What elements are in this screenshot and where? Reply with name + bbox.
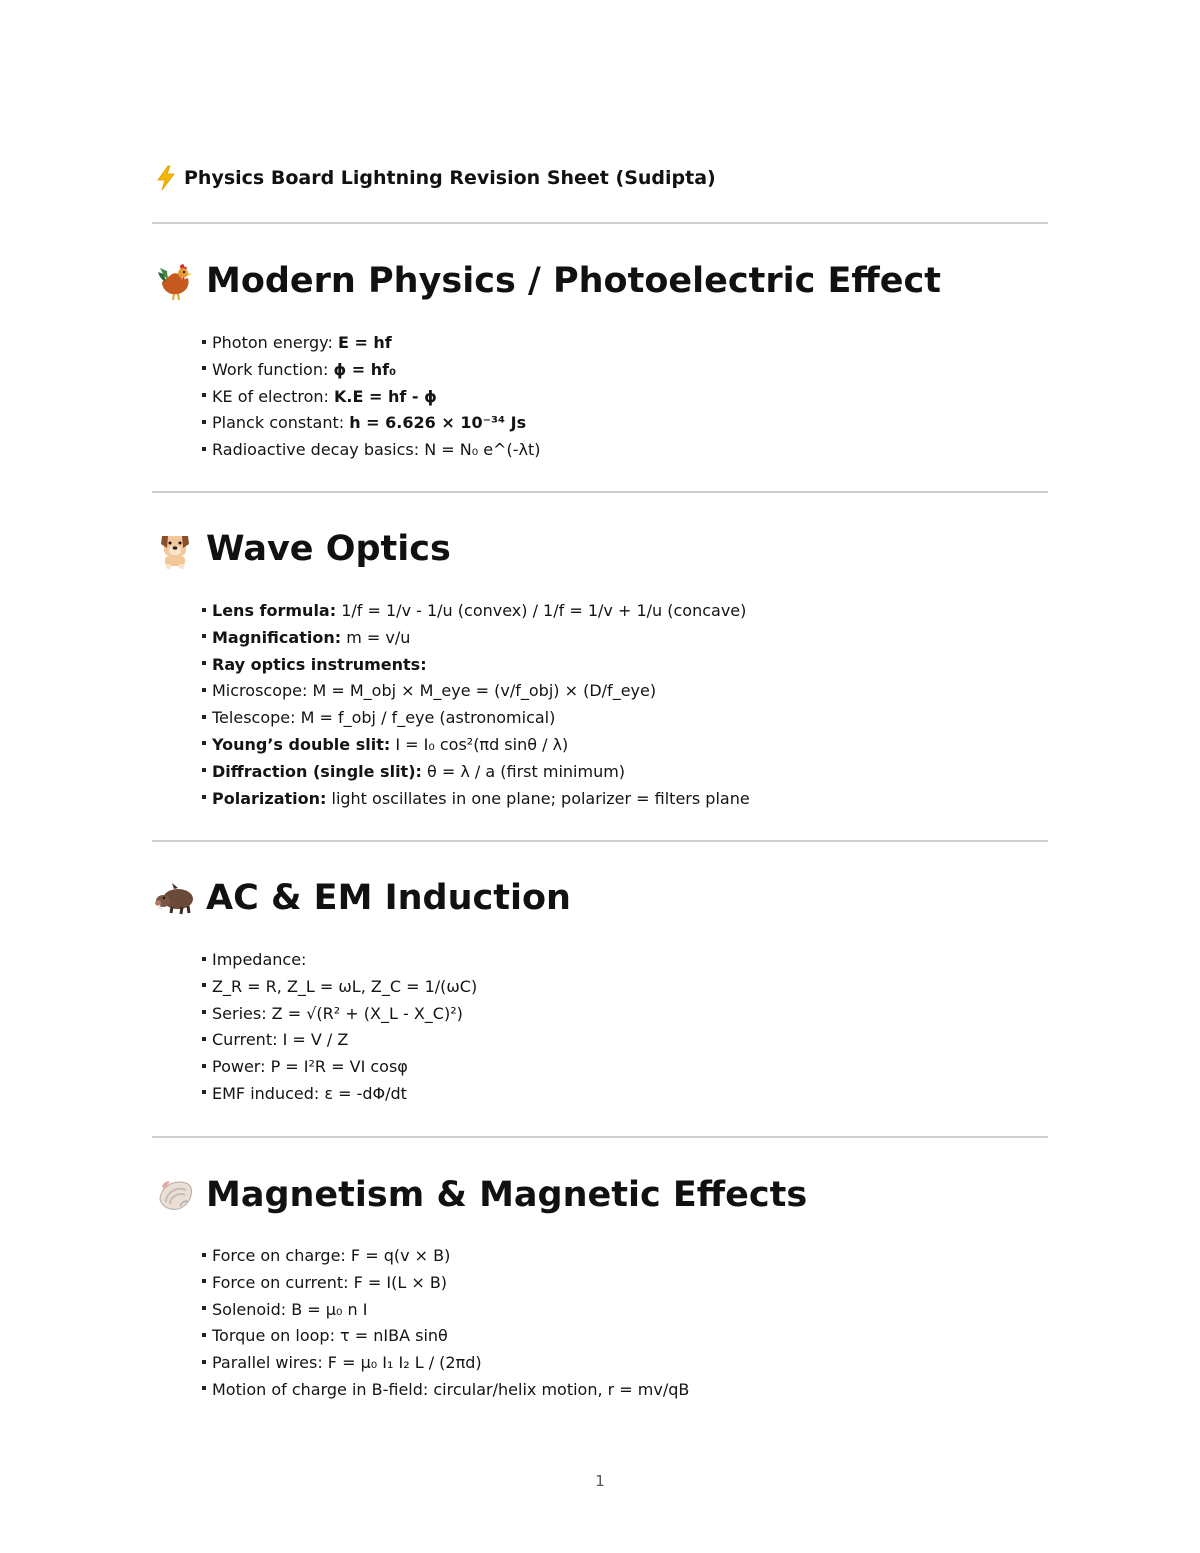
list-item — [202, 1081, 477, 1108]
page-title-text: Physics Board Lightning Revision Sheet (Sudipta) — [184, 167, 716, 189]
section-heading — [154, 526, 451, 572]
divider — [152, 222, 1048, 224]
item-text: θ = λ / a (first minimum) — [421, 761, 626, 781]
bullet-icon — [202, 983, 206, 987]
item-text: Series: Z = √(R² + (X_L - X_C)²) — [212, 1003, 463, 1023]
list-item — [202, 1377, 689, 1404]
divider — [152, 1136, 1048, 1138]
bold-term: Lens formula: — [212, 601, 337, 620]
item-text: Force on charge: F = q(v × B) — [212, 1246, 451, 1265]
bullet-icon — [202, 340, 206, 344]
dog-icon — [154, 528, 196, 570]
bullet-icon — [202, 715, 206, 719]
bullet-icon — [202, 661, 206, 665]
list-item — [202, 947, 477, 974]
boar-icon — [154, 877, 196, 919]
bullet-icon — [202, 447, 206, 451]
item-text: I = I₀ cos²(πd sinθ / λ) — [390, 734, 569, 754]
item-text: Motion of charge in B-field: circular/helix motion, r = mv/qB — [212, 1379, 690, 1399]
list-item — [202, 1243, 689, 1270]
section-heading-text: Magnetism & Magnetic Effects — [206, 1175, 808, 1215]
bold-term: Polarization: — [212, 788, 327, 808]
bullet-icon — [202, 1253, 206, 1257]
bullet-icon — [202, 366, 206, 370]
list-item — [202, 786, 750, 813]
list-item — [202, 732, 750, 759]
list-item — [202, 330, 540, 357]
bullet-icon — [202, 1064, 206, 1068]
bullet-icon — [202, 957, 206, 961]
list-item — [202, 1350, 689, 1377]
section-heading-text: AC & EM Induction — [206, 878, 571, 918]
item-text: Impedance: — [212, 950, 307, 969]
item-text: Radioactive decay basics: N = N₀ e^(-λt) — [212, 440, 541, 460]
bullet-icon — [202, 608, 206, 612]
page-title — [154, 164, 716, 192]
list-item — [202, 625, 750, 652]
bold-term: Diffraction (single slit): — [212, 761, 422, 781]
item-text: Solenoid: B = μ₀ n I — [212, 1299, 368, 1319]
bullet-icon — [202, 1386, 206, 1390]
bullet-icon — [202, 1037, 206, 1041]
bold-term: h = 6.626 × 10⁻³⁴ Js — [349, 413, 527, 433]
bullet-icon — [202, 1306, 206, 1310]
bullet-list — [202, 598, 750, 812]
list-item — [202, 598, 750, 625]
item-text: Planck constant: — [212, 413, 350, 433]
bold-term: Young’s double slit: — [212, 734, 391, 754]
divider — [152, 491, 1048, 493]
shell-icon — [154, 1174, 196, 1216]
item-text: Telescope: M = f_obj / f_eye (astronomical) — [212, 708, 556, 728]
list-item — [202, 974, 477, 1001]
list-item — [202, 678, 750, 705]
bullet-icon — [202, 1360, 206, 1364]
item-text: Power: P = I²R = VI cosφ — [212, 1057, 408, 1077]
item-text: Current: I = V / Z — [212, 1030, 349, 1050]
item-text: Photon energy: — [212, 333, 338, 352]
list-item — [202, 437, 540, 464]
bullet-icon — [202, 1090, 206, 1094]
list-item — [202, 652, 750, 679]
list-item — [202, 1297, 689, 1324]
item-text: KE of electron: — [212, 386, 335, 406]
item-text: Microscope: M = M_obj × M_eye = (v/f_obj) × (D/f_eye) — [212, 681, 657, 701]
bullet-icon — [202, 1279, 206, 1283]
section-heading — [154, 258, 941, 304]
item-text: m = v/u — [341, 627, 411, 647]
item-text: Torque on loop: τ = nIBA sinθ — [212, 1326, 448, 1346]
list-item — [202, 1270, 689, 1297]
bullet-icon — [202, 393, 206, 397]
list-item — [202, 384, 540, 411]
section-heading — [154, 875, 571, 921]
item-text: 1/f = 1/v - 1/u (convex) / 1/f = 1/v + 1/u (concave) — [336, 601, 747, 620]
bullet-icon — [202, 795, 206, 799]
bullet-icon — [202, 420, 206, 424]
bullet-icon — [202, 768, 206, 772]
bold-term: Ray optics instruments: — [212, 654, 427, 674]
bullet-icon — [202, 741, 206, 745]
section-heading-text: Modern Physics / Photoelectric Effect — [206, 261, 941, 301]
list-item — [202, 705, 750, 732]
section-heading — [154, 1172, 807, 1218]
list-item — [202, 1054, 477, 1081]
lightning-icon — [154, 165, 178, 191]
list-item — [202, 1027, 477, 1054]
item-text: light oscillates in one plane; polarizer = filters plane — [326, 788, 750, 808]
bold-term: Magnification: — [212, 627, 342, 647]
rooster-icon — [154, 260, 196, 302]
section-heading-text: Wave Optics — [206, 529, 451, 569]
bullet-icon — [202, 688, 206, 692]
list-item — [202, 759, 750, 786]
item-text: EMF induced: ε = -dΦ/dt — [212, 1083, 407, 1103]
divider — [152, 840, 1048, 842]
bold-term: K.E = hf - ϕ — [334, 386, 437, 406]
bullet-list — [202, 947, 477, 1108]
bullet-icon — [202, 634, 206, 638]
item-text: Z_R = R, Z_L = ωL, Z_C = 1/(ωC) — [212, 976, 478, 996]
page-number: 1 — [595, 1472, 605, 1490]
list-item — [202, 357, 540, 384]
bold-term: E = hf — [337, 333, 392, 352]
bullet-list — [202, 330, 540, 464]
item-text: Parallel wires: F = μ₀ I₁ I₂ L / (2πd) — [212, 1353, 482, 1373]
bold-term: ϕ = hf₀ — [333, 359, 397, 379]
list-item — [202, 410, 540, 437]
bullet-list — [202, 1243, 689, 1404]
item-text: Work function: — [212, 359, 334, 379]
item-text: Force on current: F = I(L × B) — [212, 1272, 448, 1292]
bullet-icon — [202, 1010, 206, 1014]
list-item — [202, 1323, 689, 1350]
list-item — [202, 1001, 477, 1028]
bullet-icon — [202, 1333, 206, 1337]
